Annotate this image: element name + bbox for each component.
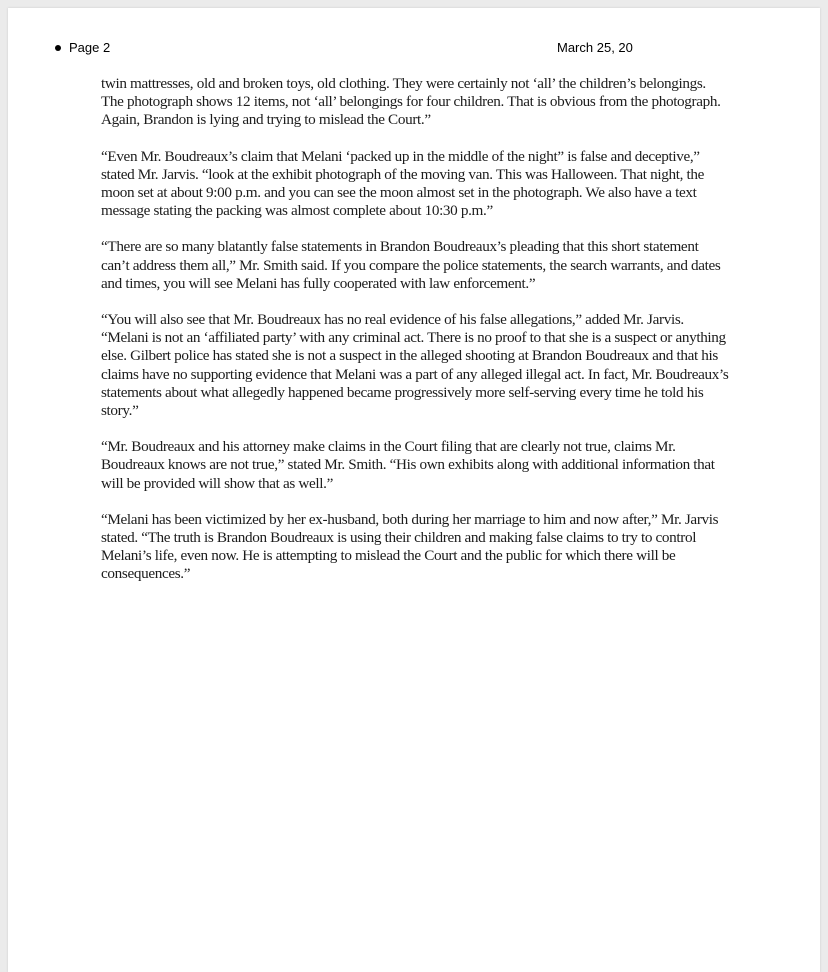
header-date: March 25, 20 [557,40,633,55]
paragraph: “Melani has been victimized by her ex-husband, both during her marriage to him and now after,” Mr. Jarvis stated. “The truth is Brandon Boudreaux is using their children and making false claims to try to control Melani’s life, even now. He is attempting to mislead the Court and the public for which there will be consequences.” [101,510,719,583]
page-header [8,40,820,58]
page-number: Page 2 [69,40,111,55]
paragraph: “Even Mr. Boudreaux’s claim that Melani ‘packed up in the middle of the night” is false and deceptive,” stated Mr. Jarvis. “look at the exhibit photograph of the moving van. This was Halloween. That night, the moon set at about 9:00 p.m. and you can see the moon almost set in the photograph. We also have a text message stating the packing was almost complete about 10:30 p.m.” [101,147,704,220]
bullet-icon [55,45,61,51]
document-page [8,8,820,972]
paragraph: “Mr. Boudreaux and his attorney make claims in the Court filing that are clearly not true, claims Mr. Boudreaux knows are not true,” stated Mr. Smith. “His own exhibits along with additional information that will be provided will show that as well.” [101,438,715,492]
paragraph: “You will also see that Mr. Boudreaux has no real evidence of his false allegations,” added Mr. Jarvis. “Melani is not an ‘affiliated party’ with any criminal act. There is no proof to that she is a suspect or anything else. Gilbert police has stated she is not a suspect in the alleged shooting at Brandon Boudreaux and that his claims have no supporting evidence that Melani was a part of any alleged illegal act. In fact, Mr. Boudreaux’s statements about what allegedly happened became progressively more self-serving every time he told his story.” [101,311,729,420]
document-body [101,75,729,602]
paragraph: “There are so many blatantly false statements in Brandon Boudreaux’s pleading that this short statement can’t address them all,” Mr. Smith said. If you compare the police statements, the search warrants, and dates and times, you will see Melani has fully cooperated with law enforcement.” [101,238,721,292]
paragraph: twin mattresses, old and broken toys, old clothing. They were certainly not ‘all’ the children’s belongings. The photograph shows 12 items, not ‘all’ belongings for four children. That is obvious from the photograph. Again, Brandon is lying and trying to mislead the Court.” [101,75,721,129]
